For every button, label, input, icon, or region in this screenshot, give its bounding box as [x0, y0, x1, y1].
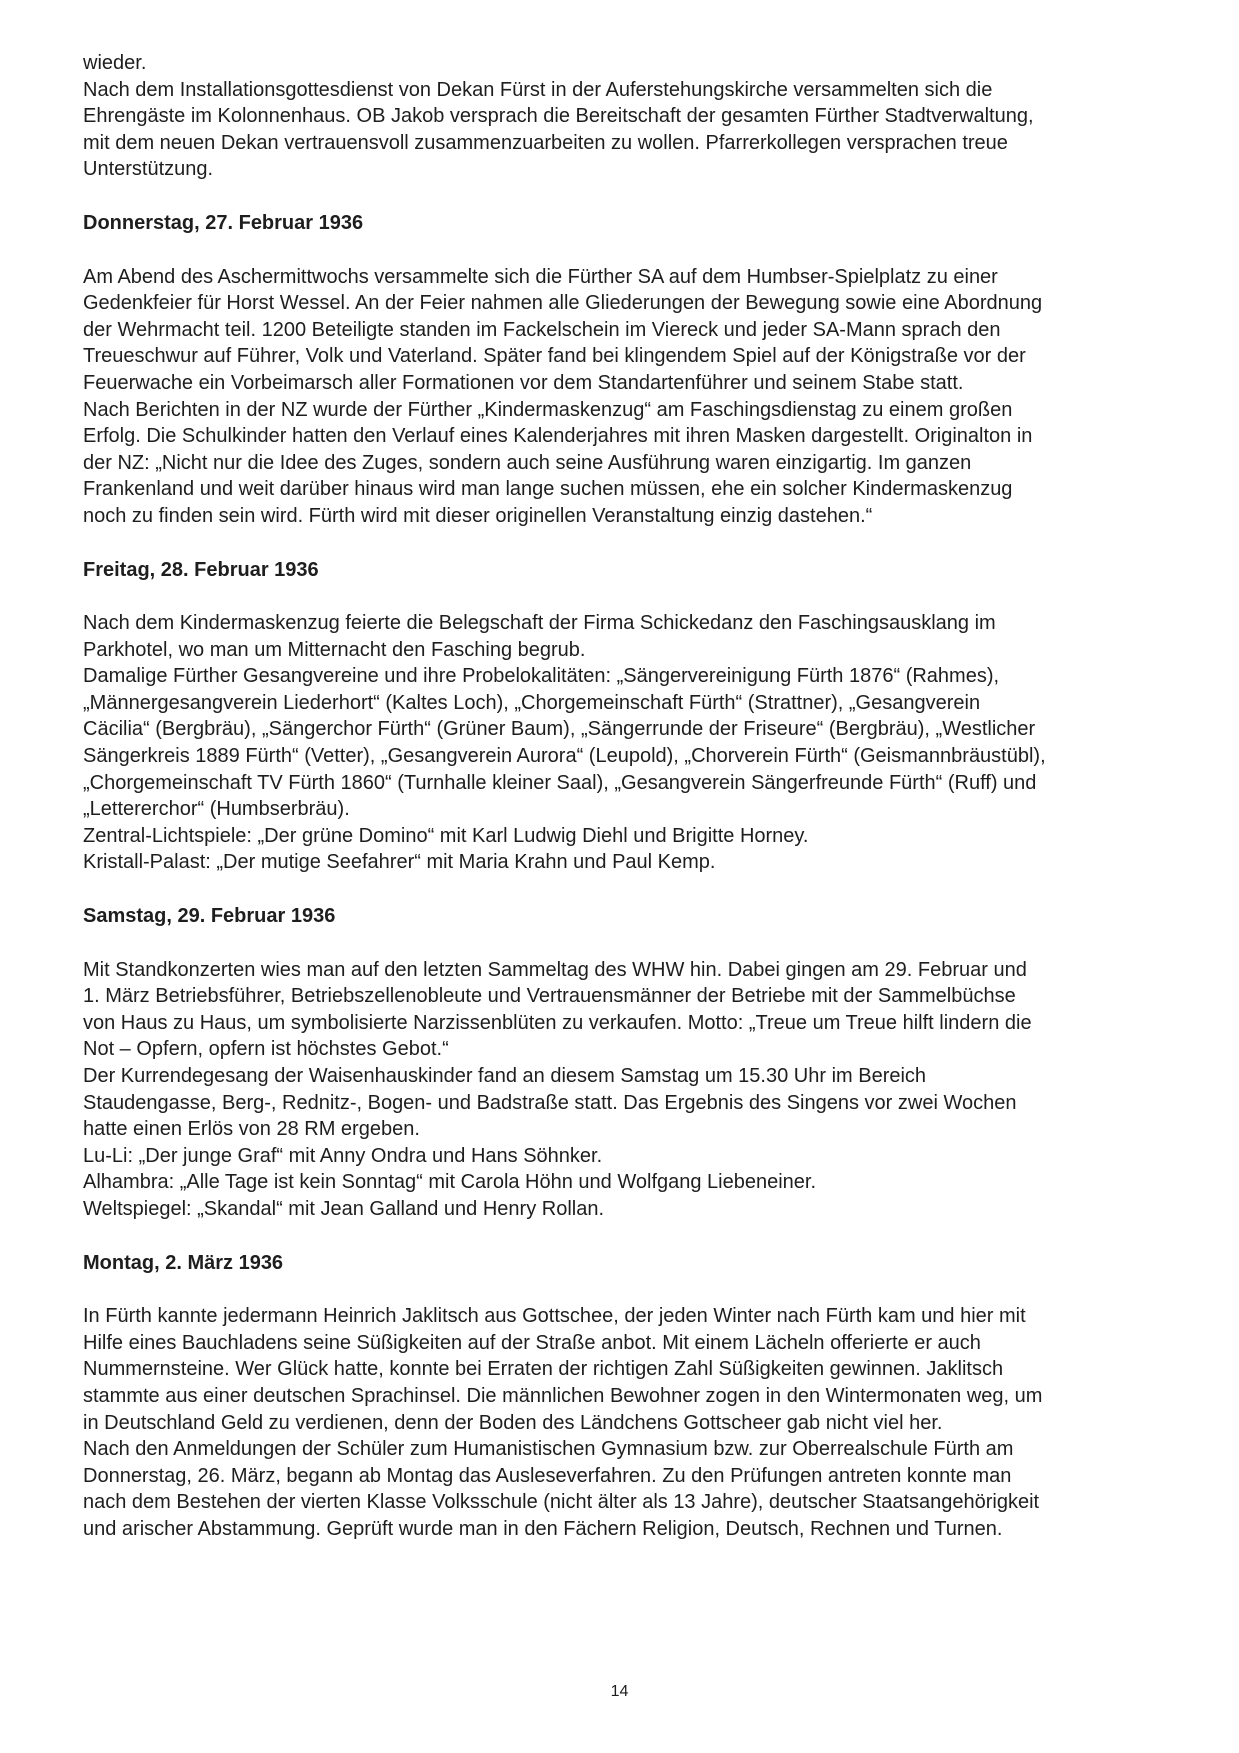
paragraph: Mit Standkonzerten wies man auf den letzten Sammeltag des WHW hin. Dabei gingen am 29. Februar und 1. März Betriebsführer, Betriebszellenobleute und Vertrauensmänner der Betriebe mit der Sammelbüchse von Haus zu Haus, um symbolisierte Narzissenblüten zu verkaufen. Motto: „Treue um Treue hilft lindern die Not – Opfern, opfern ist höchstes Gebot.“ — [83, 958, 1032, 1061]
section-montag-2-maerz-1936 — [83, 1250, 1046, 1543]
paragraph: Damalige Fürther Gesangvereine und ihre Probelokalitäten: „Sängervereinigung Fürth 1876“ (Rahmes), „Männergesangverein Liederhort“ (Kaltes Loch), „Chorgemeinschaft Fürth“ (Strattner), „Gesangverein Cäcilia“ (Bergbräu), „Sängerchor Fürth“ (Grüner Baum), „Sängerrunde der Friseure“ (Bergbräu), „Westlicher Sängerkreis 1889 Fürth“ (Vetter), „Gesangverein Aurora“ (Leupold), „Chorverein Fürth“ (Geismannbräustübl), „Chorgemeinschaft TV Fürth 1860“ (Turnhalle kleiner Saal), „Gesangverein Sängerfreunde Fürth“ (Ruff) und „Lettererchor“ (Humbserbräu). — [83, 665, 1046, 821]
paragraph: Weltspiegel: „Skandal“ mit Jean Galland und Henry Rollan. — [83, 1197, 605, 1220]
section-continuation — [83, 50, 1046, 183]
paragraph: Nach dem Kindermaskenzug feierte die Belegschaft der Firma Schickedanz den Faschingsausklang im Parkhotel, wo man um Mitternacht den Fasching begrub. — [83, 612, 996, 661]
paragraph: wieder. — [83, 52, 147, 74]
section-heading: Freitag, 28. Februar 1936 — [83, 558, 319, 581]
paragraph: Kristall-Palast: „Der mutige Seefahrer“ mit Maria Krahn und Paul Kemp. — [83, 851, 716, 874]
page-content — [83, 50, 1046, 1543]
paragraph: In Fürth kannte jedermann Heinrich Jaklitsch aus Gottschee, der jeden Winter nach Fürth kam und hier mit Hilfe eines Bauchladens seine Süßigkeiten auf der Straße anbot. Mit einem Lächeln offerierte er auch Nummernsteine. Wer Glück hatte, konnte bei Erraten der richtigen Zahl Süßigkeiten gewinnen. Jaklitsch stammte aus einer deutschen Sprachinsel. Die männlichen Bewohner zogen in den Wintermonaten weg, um in Deutschland Geld zu verdienen, denn der Boden des Ländchens Gottscheer gab nicht viel her. — [83, 1305, 1043, 1434]
paragraph: Nach den Anmeldungen der Schüler zum Humanistischen Gymnasium bzw. zur Oberrealschule Fürth am Donnerstag, 26. März, begann ab Montag das Ausleseverfahren. Zu den Prüfungen antreten konnte man nach dem Bestehen der vierten Klasse Volksschule (nicht älter als 13 Jahre), deutscher Staatsangehörigkeit und arischer Abstammung. Geprüft wurde man in den Fächern Religion, Deutsch, Rechnen und Turnen. — [83, 1438, 1040, 1540]
section-donnerstag-27-februar-1936 — [83, 210, 1046, 530]
paragraph: Zentral-Lichtspiele: „Der grüne Domino“ mit Karl Ludwig Diehl und Brigitte Horney. — [83, 824, 809, 847]
paragraph: Nach dem Installationsgottesdienst von Dekan Fürst in der Auferstehungskirche versammelten sich die Ehrengäste im Kolonnenhaus. OB Jakob versprach die Bereitschaft der gesamten Fürther Stadtverwaltung, mit dem neuen Dekan vertrauensvoll zusammenzuarbeiten zu wollen. Pfarrerkollegen versprachen treue Unterstützung. — [83, 78, 1034, 181]
paragraph: Nach Berichten in der NZ wurde der Fürther „Kindermaskenzug“ am Faschingsdienstag zu einem großen Erfolg. Die Schulkinder hatten den Verlauf eines Kalenderjahres mit ihren Masken dargestellt. Originalton in der NZ: „Nicht nur die Idee des Zuges, sondern auch seine Ausführung waren einzigartig. Im ganzen Frankenland und weit darüber hinaus wird man lange suchen müssen, ehe ein solcher Kindermaskenzug noch zu finden sein wird. Fürth wird mit dieser originellen Veranstaltung einzig dastehen.“ — [83, 398, 1033, 527]
paragraph: Der Kurrendegesang der Waisenhauskinder fand an diesem Samstag um 15.30 Uhr im Bereich Staudengasse, Berg-, Rednitz-, Bogen- und Badstraße statt. Das Ergebnis des Singens vor zwei Wochen hatte einen Erlös von 28 RM ergeben. — [83, 1065, 1017, 1141]
paragraph: Am Abend des Aschermittwochs versammelte sich die Fürther SA auf dem Humbser-Spielplatz zu einer Gedenkfeier für Horst Wessel. An der Feier nahmen alle Gliederungen der Bewegung sowie eine Abordnung der Wehrmacht teil. 1200 Beteiligte standen im Fackelschein im Viereck und jeder SA-Mann sprach den Treueschwur auf Führer, Volk und Vaterland. Später fand bei klingendem Spiel auf der Königstraße vor der Feuerwache ein Vorbeimarsch aller Formationen vor dem Standartenführer und seinem Stabe statt. — [83, 265, 1043, 394]
section-samstag-29-februar-1936 — [83, 903, 1046, 1223]
page-footer — [0, 1683, 1239, 1701]
page-number: 14 — [610, 1683, 629, 1700]
section-heading: Samstag, 29. Februar 1936 — [83, 905, 336, 928]
section-freitag-28-februar-1936 — [83, 557, 1046, 877]
section-heading: Montag, 2. März 1936 — [83, 1251, 284, 1274]
paragraph: Alhambra: „Alle Tage ist kein Sonntag“ mit Carola Höhn und Wolfgang Liebeneiner. — [83, 1171, 817, 1194]
paragraph: Lu-Li: „Der junge Graf“ mit Anny Ondra und Hans Söhnker. — [83, 1144, 603, 1167]
section-heading: Donnerstag, 27. Februar 1936 — [83, 211, 364, 234]
